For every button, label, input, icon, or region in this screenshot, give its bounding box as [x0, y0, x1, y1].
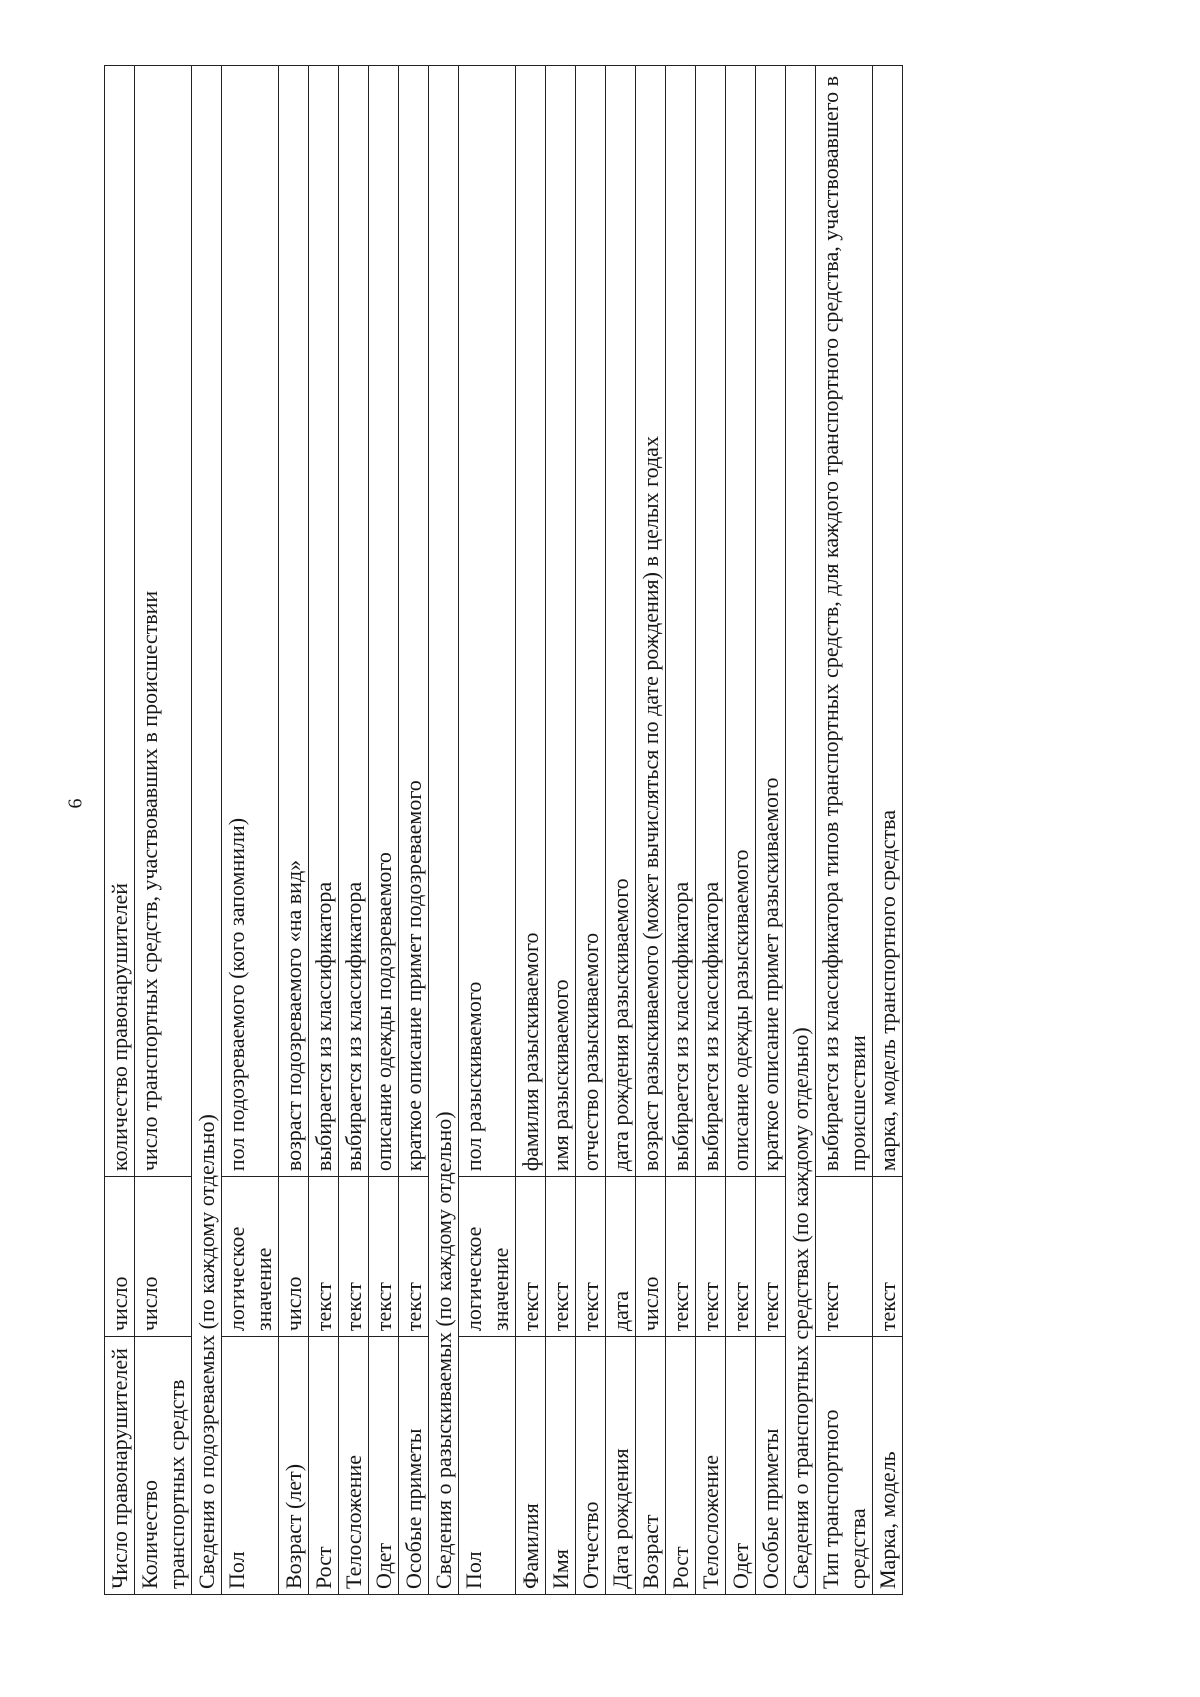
field-type-cell: текст: [369, 1177, 399, 1337]
table-row: [339, 66, 369, 1595]
field-description-cell: выбирается из классификатора: [696, 66, 726, 1177]
page-number: 6: [64, 798, 87, 809]
table-row: [135, 66, 192, 1595]
table-row: [696, 66, 726, 1595]
table-row: [726, 66, 756, 1595]
field-description-cell: выбирается из классификатора: [666, 66, 696, 1177]
field-name-cell: Одет: [369, 1337, 399, 1595]
field-type-cell: текст: [696, 1177, 726, 1337]
field-name-cell: Одет: [726, 1337, 756, 1595]
field-name-cell: Имя: [546, 1337, 576, 1595]
field-type-cell: текст: [756, 1177, 786, 1337]
field-description-cell: марка, модель транспортного средства: [873, 66, 903, 1177]
field-name-cell: Пол: [222, 1337, 279, 1595]
section-header-row: [786, 66, 816, 1595]
table-row: [666, 66, 696, 1595]
field-description-cell: выбирается из классификатора: [339, 66, 369, 1177]
field-description-cell: дата рождения разыскиваемого: [606, 66, 636, 1177]
field-type-cell: текст: [873, 1177, 903, 1337]
field-name-cell: Тип транспортного средства: [816, 1337, 873, 1595]
table-body: [105, 66, 903, 1595]
section-header: Сведения о транспортных средствах (по каждому отдельно): [786, 66, 816, 1595]
table-row: [516, 66, 546, 1595]
field-name-cell: Особые приметы: [399, 1337, 429, 1595]
rotated-table-wrapper: [104, 65, 903, 1595]
table-row: [873, 66, 903, 1595]
section-header: Сведения о подозреваемых (по каждому отдельно): [192, 66, 222, 1595]
field-name-cell: Марка, модель: [873, 1337, 903, 1595]
field-spec-table: [104, 65, 903, 1595]
field-type-cell: логическое значение: [222, 1177, 279, 1337]
field-name-cell: Рост: [309, 1337, 339, 1595]
field-description-cell: пол подозреваемого (кого запомнили): [222, 66, 279, 1177]
field-description-cell: описание одежды разыскиваемого: [726, 66, 756, 1177]
section-header: Сведения о разыскиваемых (по каждому отдельно): [429, 66, 459, 1595]
table-row: [606, 66, 636, 1595]
field-type-cell: дата: [606, 1177, 636, 1337]
table-row: [279, 66, 309, 1595]
field-name-cell: Возраст: [636, 1337, 666, 1595]
table-row: [105, 66, 135, 1595]
table-row: [756, 66, 786, 1595]
field-description-cell: число транспортных средств, участвовавших в происшествии: [135, 66, 192, 1177]
field-type-cell: текст: [666, 1177, 696, 1337]
field-name-cell: Особые приметы: [756, 1337, 786, 1595]
table-row: [816, 66, 873, 1595]
field-description-cell: краткое описание примет подозреваемого: [399, 66, 429, 1177]
field-description-cell: пол разыскиваемого: [459, 66, 516, 1177]
section-header-row: [429, 66, 459, 1595]
field-description-cell: описание одежды подозреваемого: [369, 66, 399, 1177]
field-type-cell: число: [636, 1177, 666, 1337]
field-name-cell: Фамилия: [516, 1337, 546, 1595]
field-description-cell: имя разыскиваемого: [546, 66, 576, 1177]
field-type-cell: текст: [726, 1177, 756, 1337]
field-type-cell: логическое значение: [459, 1177, 516, 1337]
field-description-cell: выбирается из классификатора: [309, 66, 339, 1177]
field-name-cell: Пол: [459, 1337, 516, 1595]
field-type-cell: число: [105, 1177, 135, 1337]
field-description-cell: отчество разыскиваемого: [576, 66, 606, 1177]
field-type-cell: текст: [399, 1177, 429, 1337]
table-row: [309, 66, 339, 1595]
table-row: [459, 66, 516, 1595]
table-row: [546, 66, 576, 1595]
field-description-cell: выбирается из классификатора типов транспортных средств, для каждого транспортного средства, участвовавшего в происшествии: [816, 66, 873, 1177]
field-description-cell: возраст разыскиваемого (может вычисляться по дате рождения) в целых годах: [636, 66, 666, 1177]
section-header-row: [192, 66, 222, 1595]
field-name-cell: Число правонарушителей: [105, 1337, 135, 1595]
table-row: [576, 66, 606, 1595]
field-type-cell: текст: [576, 1177, 606, 1337]
field-description-cell: краткое описание примет разыскиваемого: [756, 66, 786, 1177]
field-name-cell: Телосложение: [339, 1337, 369, 1595]
table-row: [636, 66, 666, 1595]
field-name-cell: Рост: [666, 1337, 696, 1595]
field-description-cell: возраст подозреваемого «на вид»: [279, 66, 309, 1177]
field-description-cell: количество правонарушителей: [105, 66, 135, 1177]
field-type-cell: текст: [309, 1177, 339, 1337]
table-row: [222, 66, 279, 1595]
field-type-cell: текст: [516, 1177, 546, 1337]
table-row: [399, 66, 429, 1595]
field-description-cell: фамилия разыскиваемого: [516, 66, 546, 1177]
field-type-cell: текст: [816, 1177, 873, 1337]
field-type-cell: текст: [339, 1177, 369, 1337]
field-name-cell: Количество транспортных средств: [135, 1337, 192, 1595]
table-row: [369, 66, 399, 1595]
field-name-cell: Возраст (лет): [279, 1337, 309, 1595]
field-type-cell: число: [279, 1177, 309, 1337]
field-name-cell: Телосложение: [696, 1337, 726, 1595]
field-name-cell: Дата рождения: [606, 1337, 636, 1595]
field-type-cell: число: [135, 1177, 192, 1337]
field-name-cell: Отчество: [576, 1337, 606, 1595]
field-type-cell: текст: [546, 1177, 576, 1337]
